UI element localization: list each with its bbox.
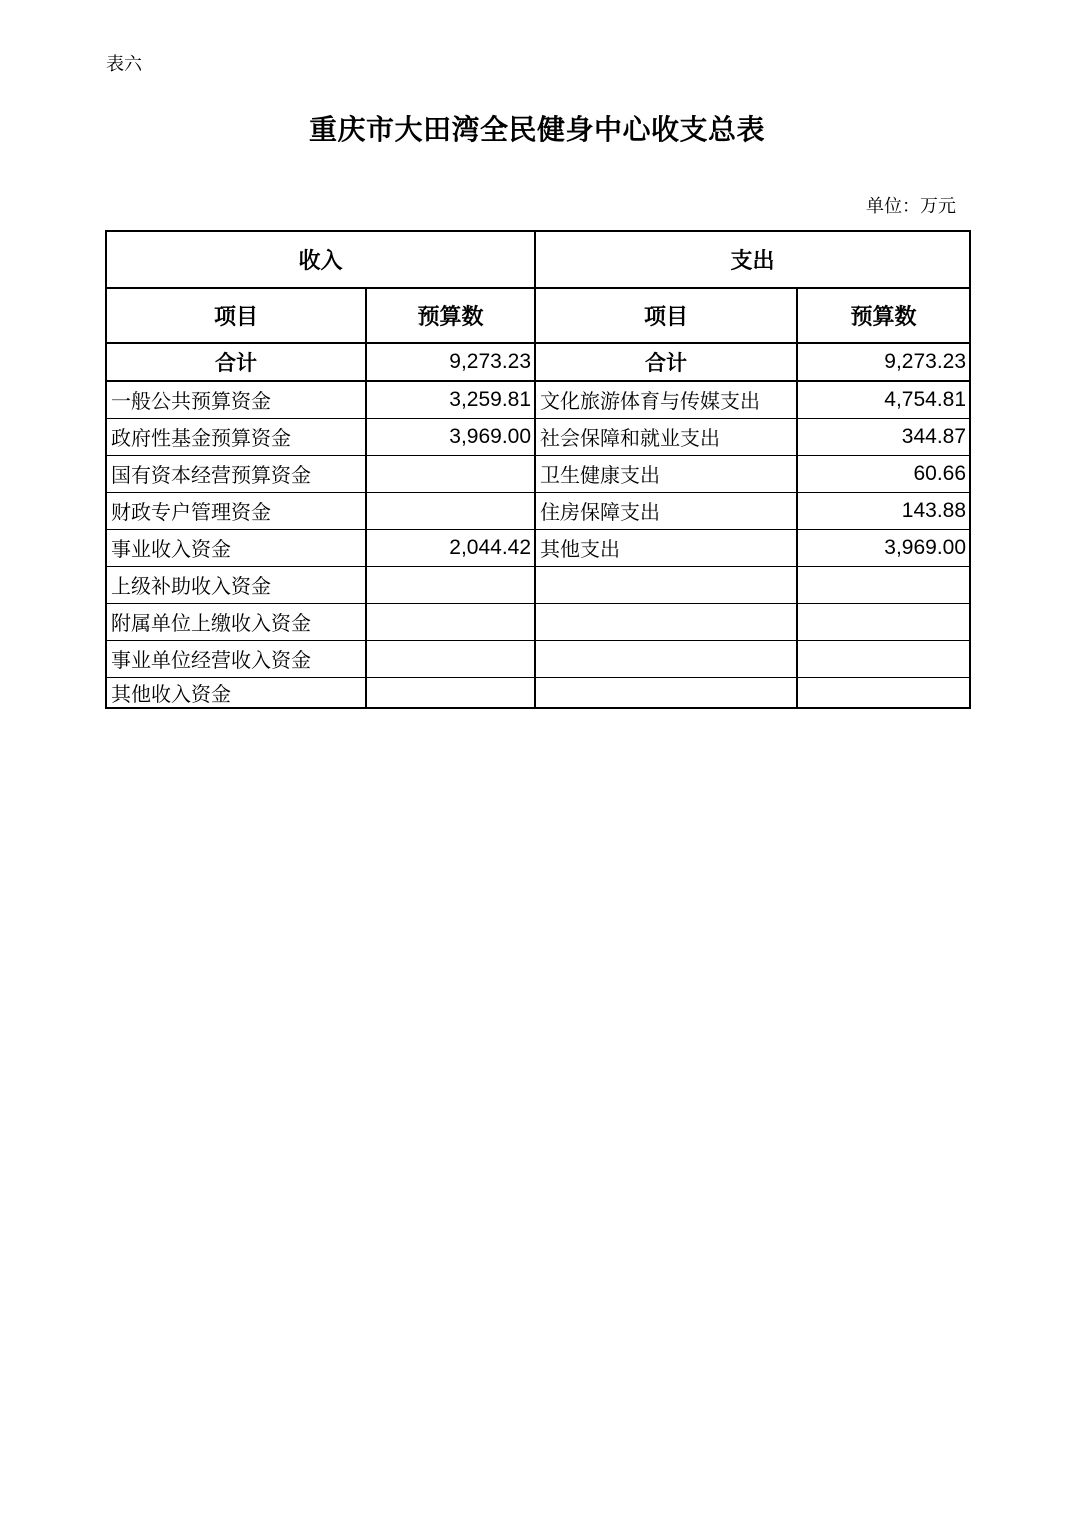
expense-item-cell [535,677,797,708]
expense-item-cell: 文化旅游体育与传媒支出 [535,381,797,418]
column-header-row [106,288,970,343]
income-item-cell: 政府性基金预算资金 [106,418,366,455]
income-value-cell [366,566,535,603]
expense-value-cell: 344.87 [797,418,970,455]
income-value-cell [366,492,535,529]
income-item-cell: 合计 [106,343,366,381]
unit-note: 单位：万元 [866,196,956,217]
expense-value-cell [797,677,970,708]
expense-value-cell: 4,754.81 [797,381,970,418]
income-budget-header: 预算数 [366,288,535,343]
income-item-cell: 上级补助收入资金 [106,566,366,603]
income-item-cell: 附属单位上缴收入资金 [106,603,366,640]
income-value-cell [366,603,535,640]
income-value-cell: 2,044.42 [366,529,535,566]
expense-item-cell [535,566,797,603]
expense-value-cell: 60.66 [797,455,970,492]
table-number-label: 表六 [106,54,142,75]
table-row [106,492,970,529]
table-row [106,455,970,492]
income-value-cell: 3,969.00 [366,418,535,455]
table-row [106,603,970,640]
income-value-cell [366,677,535,708]
table-row [106,529,970,566]
income-item-header: 项目 [106,288,366,343]
expense-item-cell: 其他支出 [535,529,797,566]
table-row [106,640,970,677]
budget-summary-table [105,230,971,709]
expense-value-cell: 3,969.00 [797,529,970,566]
table-body [106,343,970,708]
income-value-cell [366,640,535,677]
expense-section-header: 支出 [535,231,970,288]
income-section-header: 收入 [106,231,535,288]
page-title: 重庆市大田湾全民健身中心收支总表 [308,115,765,146]
expense-value-cell: 9,273.23 [797,343,970,381]
expense-item-cell: 合计 [535,343,797,381]
income-value-cell [366,455,535,492]
income-item-cell: 事业收入资金 [106,529,366,566]
income-item-cell: 财政专户管理资金 [106,492,366,529]
expense-budget-header: 预算数 [797,288,970,343]
expense-item-cell: 卫生健康支出 [535,455,797,492]
expense-value-cell [797,603,970,640]
table-row [106,381,970,418]
total-row [106,343,970,381]
expense-value-cell: 143.88 [797,492,970,529]
income-item-cell: 事业单位经营收入资金 [106,640,366,677]
table-row [106,566,970,603]
expense-value-cell [797,640,970,677]
table-row [106,418,970,455]
expense-value-cell [797,566,970,603]
income-value-cell: 9,273.23 [366,343,535,381]
income-value-cell: 3,259.81 [366,381,535,418]
income-item-cell: 一般公共预算资金 [106,381,366,418]
income-item-cell: 其他收入资金 [106,677,366,708]
section-header-row [106,231,970,288]
expense-item-cell [535,640,797,677]
expense-item-cell [535,603,797,640]
table-row [106,677,970,708]
expense-item-cell: 社会保障和就业支出 [535,418,797,455]
expense-item-cell: 住房保障支出 [535,492,797,529]
income-item-cell: 国有资本经营预算资金 [106,455,366,492]
expense-item-header: 项目 [535,288,797,343]
